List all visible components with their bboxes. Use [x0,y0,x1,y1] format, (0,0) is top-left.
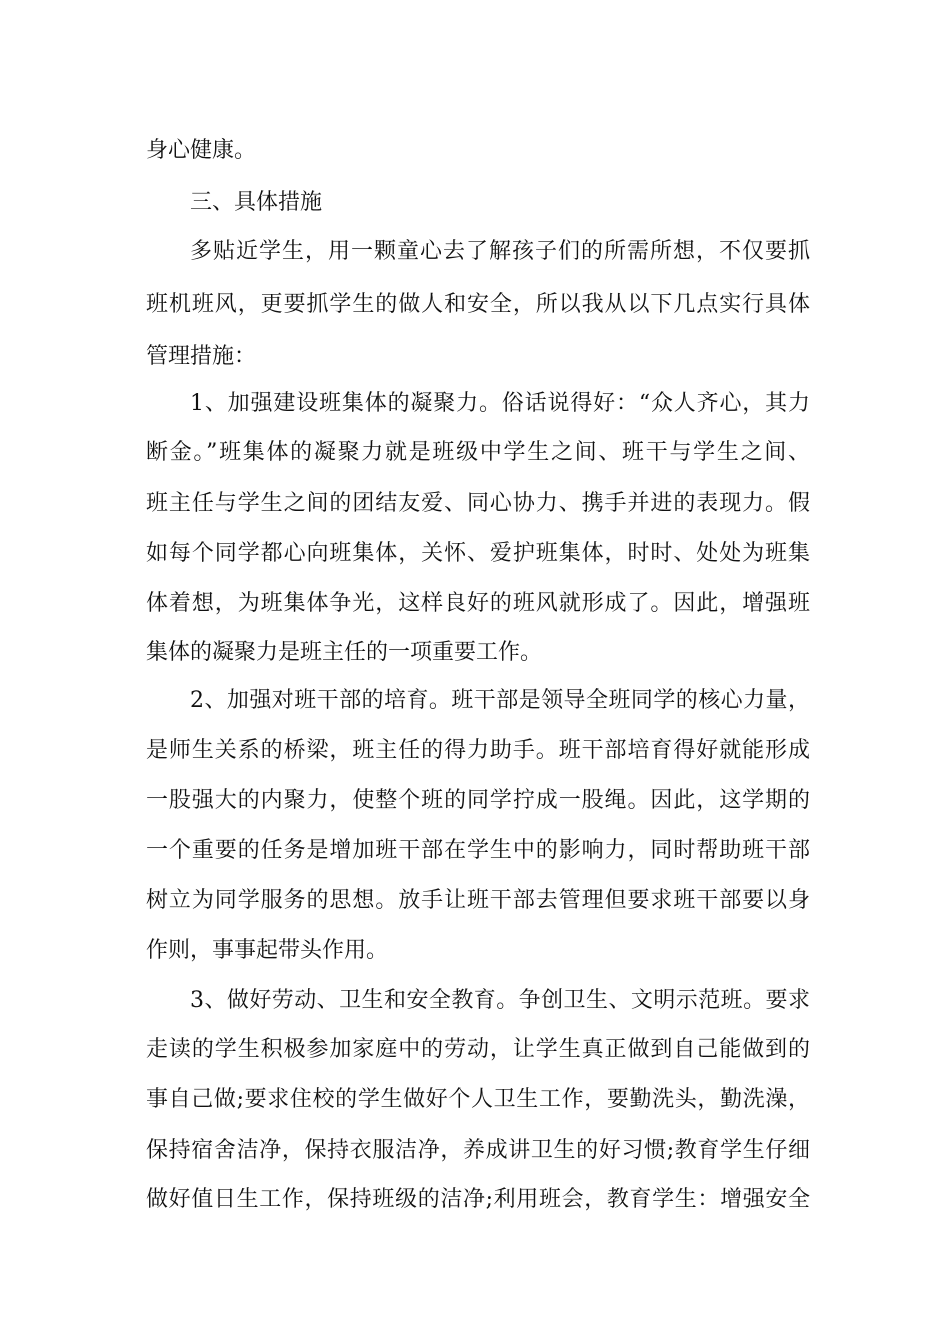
text-line: 作则，事事起带头作用。 [146,938,389,963]
text-line: 班主任与学生之间的团结友爱、同心协力、携手并进的表现力。假 [146,491,810,516]
text-line: 树立为同学服务的思想。放手让班干部去管理但要求班干部要以身 [146,888,810,913]
text-line: 一股强大的内聚力，使整个班的同学拧成一股绳。因此，这学期的 [146,788,810,813]
text-line: 身心健康。 [146,138,257,163]
text-line: 是师生关系的桥梁，班主任的得力助手。班干部培育得好就能形成 [146,738,810,763]
text-line: 班机班风，更要抓学生的做人和安全，所以我从以下几点实行具体 [146,292,810,317]
text-line: 事自己做;要求住校的学生做好个人卫生工作，要勤洗头，勤洗澡， [146,1087,810,1112]
section-heading: 三、具体措施 [190,190,323,215]
text-line: 断金。”班集体的凝聚力就是班级中学生之间、班干与学生之间、 [146,440,810,465]
text-line: 走读的学生积极参加家庭中的劳动，让学生真正做到自己能做到的 [146,1037,810,1062]
text-line: 3、做好劳动、卫生和安全教育。争创卫生、文明示范班。要求 [190,988,810,1013]
text-line: 集体的凝聚力是班主任的一项重要工作。 [146,640,543,665]
text-line: 体着想，为班集体争光，这样良好的班风就形成了。因此，增强班 [146,591,810,616]
text-line: 一个重要的任务是增加班干部在学生中的影响力，同时帮助班干部 [146,838,810,863]
text-line: 保持宿舍洁净，保持衣服洁净，养成讲卫生的好习惯;教育学生仔细 [146,1138,810,1163]
text-line: 多贴近学生，用一颗童心去了解孩子们的所需所想，不仅要抓 [190,239,810,264]
text-line: 如每个同学都心向班集体，关怀、爱护班集体，时时、处处为班集 [146,541,810,566]
text-line: 管理措施： [146,344,257,369]
text-line: 做好值日生工作，保持班级的洁净;利用班会，教育学生：增强安全 [146,1187,810,1212]
text-line: 2、加强对班干部的培育。班干部是领导全班同学的核心力量， [190,688,810,713]
text-line: 1、加强建设班集体的凝聚力。俗话说得好：“众人齐心，其力 [190,391,810,416]
